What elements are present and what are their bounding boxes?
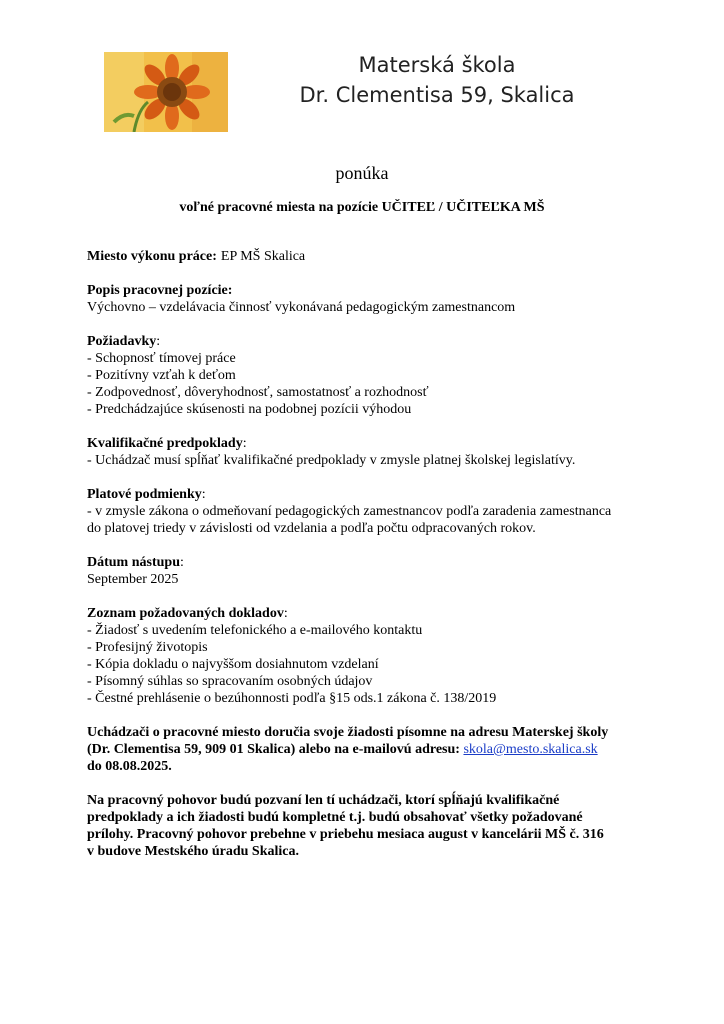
documents-label: Zoznam požadovaných dokladov [87, 606, 284, 621]
place-value: EP MŠ Skalica [220, 249, 306, 264]
list-item: - Pozitívny vzťah k deťom [87, 368, 236, 383]
description-label: Popis pracovnej pozície: [87, 283, 233, 298]
start-label: Dátum nástupu [87, 555, 180, 570]
list-item: - Kópia dokladu o najvyššom dosiahnutom vzdelaní [87, 657, 379, 672]
interview-line: prílohy. Pracovný pohovor prebehne v priebehu mesiaca august v kancelárii MŠ č. 316 [87, 827, 604, 842]
interview-line: predpoklady a ich žiadosti budú kompletné t.j. budú obsahovať všetky požadované [87, 810, 583, 825]
documents-section: Zoznam požadovaných dokladov: - Žiadosť s uvedením telefonického a e-mailového kontaktu - Profesijný životopis - Kópia dokladu o najvyššom dosiahnutom vzdelaní - Písomný súhlas so spracovaním osobných údajov - Čestné prehlásenie o bezúhonnosti podľa §15 ods.1 zákona č. 138/2019 [87, 605, 647, 707]
school-name [272, 50, 602, 110]
interview-line: v budove Mestského úradu Skalica. [87, 844, 299, 859]
application-section [87, 724, 647, 775]
application-line2: (Dr. Clementisa 59, 909 01 Skalica) alebo na e-mailovú adresu: [87, 742, 464, 757]
salary-section: Platové podmienky: - v zmysle zákona o odmeňovaní pedagogických zamestnancov podľa zaradenia zamestnanca do platovej triedy v závislosti od vzdelania a podľa počtu odpracovaných rokov. [87, 486, 647, 537]
interview-line: Na pracovný pohovor budú pozvaní len tí uchádzači, ktorí spĺňajú kvalifikačné [87, 793, 560, 808]
qualification-section: Kvalifikačné predpoklady: - Uchádzač musí spĺňať kvalifikačné predpoklady v zmysle platnej školskej legislatívy. [87, 435, 647, 469]
sunflower-icon [104, 52, 228, 132]
place-section [87, 248, 647, 265]
requirements-label: Požiadavky [87, 334, 157, 349]
list-item: - Zodpovednosť, dôveryhodnosť, samostatnosť a rozhodnosť [87, 385, 429, 400]
description-section [87, 282, 647, 316]
list-item: - Čestné prehlásenie o bezúhonnosti podľa §15 ods.1 zákona č. 138/2019 [87, 691, 497, 706]
start-section: Dátum nástupu: September 2025 [87, 554, 647, 588]
start-value: September 2025 [87, 572, 179, 587]
page-title: ponúka [335, 163, 389, 183]
place-label: Miesto výkonu práce: [87, 249, 217, 264]
offer-content [87, 248, 647, 860]
list-item: - Predchádzajúce skúsenosti na podobnej pozícii výhodou [87, 402, 412, 417]
list-item: - v zmysle zákona o odmeňovaní pedagogických zamestnancov podľa zaradenia zamestnanca [87, 504, 612, 519]
list-item: do platovej triedy v závislosti od vzdelania a podľa počtu odpracovaných rokov. [87, 521, 536, 536]
requirements-section: Požiadavky: - Schopnosť tímovej práce - Pozitívny vzťah k deťom - Zodpovednosť, dôveryhodnosť, samostatnosť a rozhodnosť - Predchádzajúce skúsenosti na podobnej pozícii výhodou [87, 333, 647, 418]
school-name-line2: Dr. Clementisa 59, Skalica [299, 83, 575, 107]
application-deadline: do 08.08.2025. [87, 759, 172, 774]
school-name-line1: Materská škola [358, 53, 516, 77]
interview-section [87, 792, 647, 860]
list-item: - Profesijný životopis [87, 640, 208, 655]
email-link[interactable]: skola@mesto.skalica.sk [463, 742, 598, 757]
list-item: - Schopnosť tímovej práce [87, 351, 236, 366]
list-item: - Písomný súhlas so spracovaním osobných údajov [87, 674, 373, 689]
page-subtitle: voľné pracovné miesta na pozície UČITEĽ / UČITEĽKA MŠ [179, 200, 545, 215]
salary-label: Platové podmienky [87, 487, 202, 502]
description-value: Výchovno – vzdelávacia činnosť vykonávaná pedagogickým zamestnancom [87, 300, 516, 315]
list-item: - Žiadosť s uvedením telefonického a e-mailového kontaktu [87, 623, 423, 638]
qualification-label: Kvalifikačné predpoklady [87, 436, 243, 451]
sunflower-logo-image [104, 52, 228, 132]
application-line1: Uchádzači o pracovné miesto doručia svoje žiadosti písomne na adresu Materskej školy [87, 725, 609, 740]
list-item: - Uchádzač musí spĺňať kvalifikačné predpoklady v zmysle platnej školskej legislatívy. [87, 453, 576, 468]
